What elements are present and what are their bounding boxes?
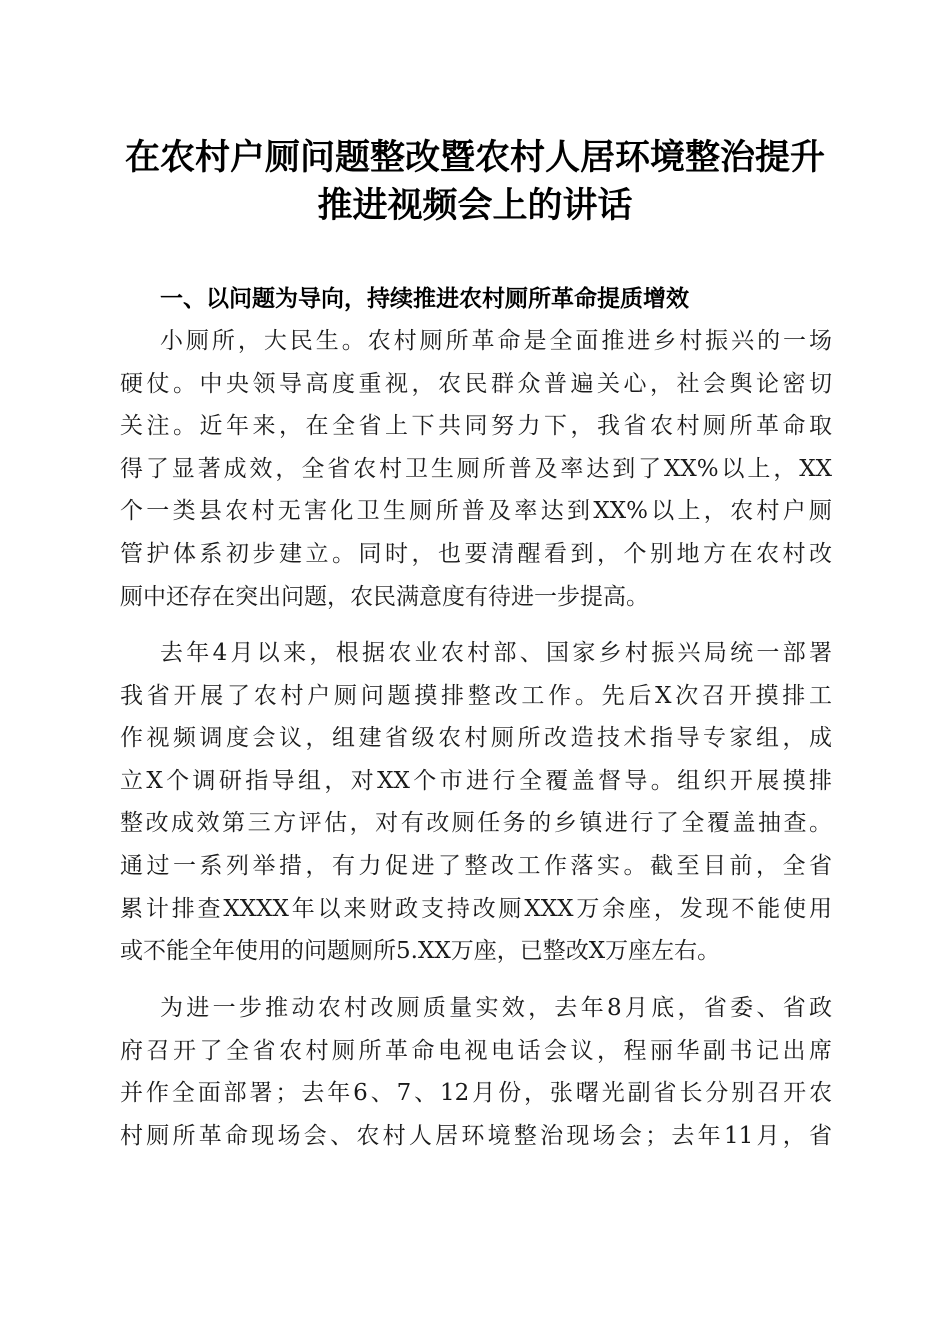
paragraph-line: 府召开了全省农村厕所革命电视电话会议，程丽华副书记出席 [120,1037,832,1064]
paragraph [120,632,832,973]
paragraph-line: 厕中还存在突出问题，农民满意度有待进一步提高。 [120,583,649,610]
paragraph-line: 整改成效第三方评估，对有改厕任务的乡镇进行了全覆盖抽查。 [120,810,832,837]
title-line: 推进视频会上的讲话 [317,185,633,226]
title-line: 在农村户厕问题整改暨农村人居环境整治提升 [124,137,825,178]
paragraph-line: 通过一系列举措，有力促进了整改工作落实。截至目前，全省 [120,852,832,879]
section-heading: 一、以问题为导向，持续推进农村厕所革命提质增效 [160,286,689,312]
document-title [100,134,850,230]
paragraph [120,987,832,1157]
paragraph-line: 为进一步推动农村改厕质量实效，去年8月底，省委、省政 [160,995,832,1021]
paragraph-line: 硬仗。中央领导高度重视，农民群众普遍关心，社会舆论密切 [120,370,832,397]
paragraph [120,320,832,618]
paragraph-line: 村厕所革命现场会、农村人居环境整治现场会；去年11月，省 [120,1122,832,1149]
paragraph-line: 个一类县农村无害化卫生厕所普及率达到XX%以上，农村户厕 [120,498,832,525]
paragraph-line: 并作全面部署；去年6、7、12月份，张曙光副省长分别召开农 [120,1080,832,1107]
paragraph-line: 小厕所，大民生。农村厕所革命是全面推进乡村振兴的一场 [160,328,832,354]
paragraph-line: 关注。近年来，在全省上下共同努力下，我省农村厕所革命取 [120,413,832,440]
paragraph-line: 我省开展了农村户厕问题摸排整改工作。先后X次召开摸排工 [120,682,832,709]
paragraph-line: 去年4月以来，根据农业农村部、国家乡村振兴局统一部署 [160,640,832,666]
paragraph-line: 管护体系初步建立。同时，也要清醒看到，个别地方在农村改 [120,540,832,567]
paragraph-line: 立X个调研指导组，对XX个市进行全覆盖督导。组织开展摸排 [120,767,832,794]
paragraph-line: 作视频调度会议，组建省级农村厕所改造技术指导专家组，成 [120,725,832,752]
paragraph-line: 累计排查XXXX年以来财政支持改厕XXX万余座，发现不能使用 [120,895,832,922]
paragraph-line: 得了显著成效，全省农村卫生厕所普及率达到了XX%以上，XX [120,455,832,482]
paragraph-line: 或不能全年使用的问题厕所5.XX万座，已整改X万座左右。 [120,938,721,965]
